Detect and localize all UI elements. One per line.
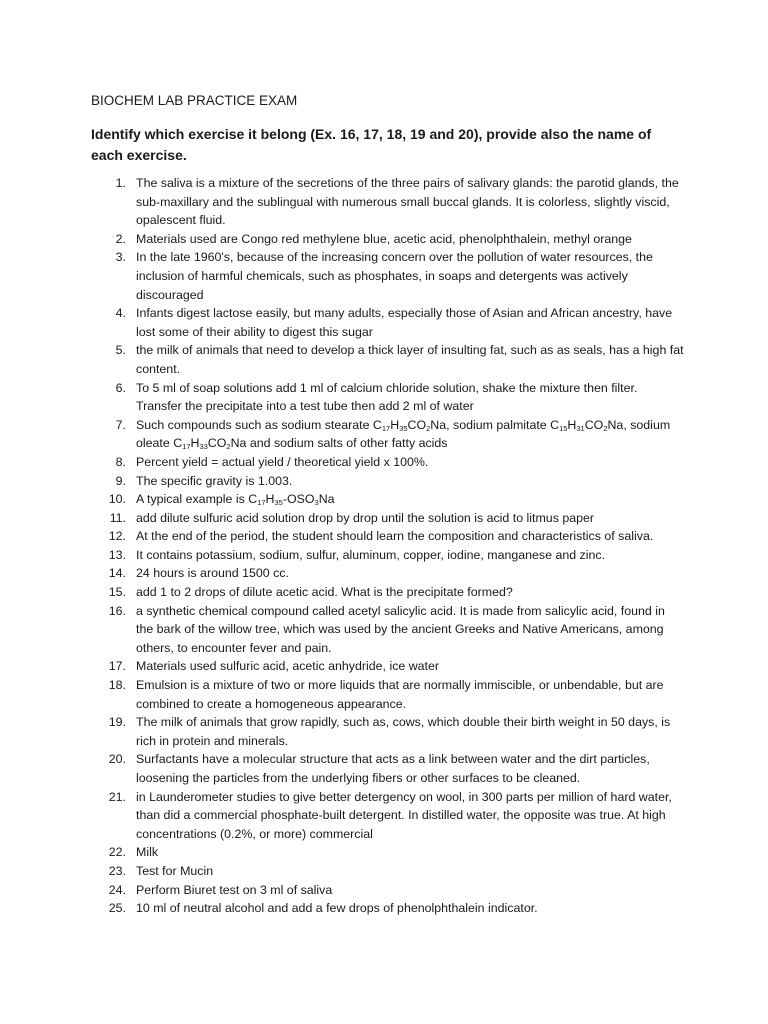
question-text: Materials used sulfuric acid, acetic anhydride, ice water (136, 659, 440, 674)
question-item (0, 583, 684, 602)
question-item (0, 899, 684, 918)
question-text: add dilute sulfuric acid solution drop by drop until the solution is acid to litmus paper (136, 510, 595, 525)
question-number: 17. (108, 659, 126, 674)
question-item (0, 676, 684, 713)
question-item (0, 657, 684, 676)
question-number: 20. (108, 752, 126, 767)
question-item (0, 862, 684, 881)
question-item (0, 472, 684, 491)
formula-subscript: 2 (226, 442, 231, 452)
text-segment: CO (584, 417, 604, 432)
text-segment: -OSO (282, 492, 315, 507)
question-item (0, 843, 684, 862)
question-text: add 1 to 2 drops of dilute acetic acid. What is the precipitate formed? (136, 585, 513, 600)
question-number: 3. (115, 250, 126, 265)
question-text: The specific gravity is 1.003. (136, 473, 293, 488)
question-text: The saliva is a mixture of the secretions of the three pairs of salivary glands: the parotid glands, the sub-maxillary and the sublingual with numerous small buccal glands. It is colorless, slightly viscid, opalescent fluid. (136, 176, 679, 228)
text-segment: Na and sodium salts of other fatty acids (230, 436, 448, 451)
question-item (0, 527, 684, 546)
text-segment: H (390, 417, 400, 432)
text-segment: Such compounds such as sodium stearate C (136, 417, 382, 432)
text-segment: A typical example is C (136, 492, 258, 507)
question-text: Surfactants have a molecular structure that acts as a link between water and the dirt particles, loosening the particles from the underlying fibers or other surfaces to be cleaned. (136, 752, 650, 785)
text-segment: CO (207, 436, 227, 451)
question-number: 25. (108, 901, 126, 916)
question-item (0, 602, 684, 658)
question-number: 11. (109, 510, 126, 525)
formula-subscript: 2 (426, 423, 431, 433)
question-item (0, 750, 684, 787)
question-number: 22. (108, 845, 126, 860)
formula-subscript: 33 (199, 442, 208, 452)
question-text: 10 ml of neutral alcohol and add a few drops of phenolphthalein indicator. (136, 901, 538, 916)
text-segment: H (567, 417, 577, 432)
question-text: 24 hours is around 1500 cc. (136, 566, 289, 581)
question-text: Materials used are Congo red methylene blue, acetic acid, phenolphthalein, methyl orange (136, 231, 632, 246)
formula-subscript: 17 (381, 423, 391, 433)
formula-subscript: 3 (314, 498, 319, 508)
question-number: 10. (108, 492, 126, 507)
question-item (0, 304, 684, 341)
question-number: 14. (108, 566, 126, 581)
text-segment: Na (318, 492, 335, 507)
question-number: 23. (108, 863, 126, 878)
text-segment: H (265, 492, 275, 507)
question-number: 24. (108, 882, 126, 897)
question-item (0, 379, 684, 416)
question-item (0, 564, 684, 583)
formula-subscript: 17 (257, 498, 266, 508)
question-number: 13. (108, 547, 126, 562)
formula-subscript: 31 (576, 423, 585, 433)
document-title: BIOCHEM LAB PRACTICE EXAM (91, 93, 298, 108)
question-number: 12. (108, 529, 126, 544)
question-list (0, 174, 768, 918)
formula-subscript: 17 (182, 442, 191, 452)
question-text: Perform Biuret test on 3 ml of saliva (136, 882, 333, 897)
question-number: 9. (115, 473, 126, 488)
question-text (136, 490, 684, 509)
question-item (0, 341, 684, 378)
question-item (0, 416, 684, 453)
question-number: 2. (115, 231, 126, 246)
question-item (0, 490, 684, 509)
question-text (136, 416, 684, 453)
question-text: To 5 ml of soap solutions add 1 ml of calcium chloride solution, shake the mixture then filter. Transfer the precipitate into a test tube then add 2 ml of water (136, 380, 638, 414)
question-number: 15. (108, 585, 126, 600)
question-item (0, 788, 684, 844)
question-number: 7. (115, 417, 126, 432)
question-number: 1. (115, 176, 126, 190)
text-segment: Na, sodium palmitate C (430, 417, 560, 432)
text-segment: Na, sodium oleate C (136, 417, 671, 451)
question-text: Percent yield = actual yield / theoretical yield x 100%. (136, 454, 429, 469)
formula-subscript: 2 (603, 423, 608, 433)
question-text: a synthetic chemical compound called acetyl salicylic acid. It is made from salicylic acid, found in the bark of the willow tree, which was used by the ancient Greeks and Native Americans, among others, to encounter fever and pain. (136, 603, 665, 655)
question-number: 8. (115, 454, 126, 469)
question-text: Emulsion is a mixture of two or more liquids that are normally immiscible, or unbendable, but are combined to create a homogeneous appearance. (136, 678, 664, 711)
question-number: 6. (115, 380, 126, 395)
question-text: At the end of the period, the student should learn the composition and characteristics of saliva. (136, 529, 654, 544)
formula-subscript: 35 (399, 423, 408, 433)
question-item (0, 509, 684, 528)
question-number: 21. (108, 789, 126, 804)
exam-instruction: Identify which exercise it belong (Ex. 16, 17, 18, 19 and 20), provide also the name of each exercise. (91, 126, 652, 163)
question-item (0, 174, 684, 230)
text-segment: H (190, 436, 200, 451)
question-item (0, 248, 684, 304)
formula-subscript: 35 (274, 498, 283, 508)
question-item (0, 453, 684, 472)
question-text: the milk of animals that need to develop a thick layer of insulting fat, such as as seals, has a high fat content. (136, 343, 684, 376)
question-item (0, 713, 684, 750)
question-text: Infants digest lactose easily, but many adults, especially those of Asian and African ancestry, have lost some of their ability to digest this sugar (136, 306, 673, 339)
question-text: Milk (136, 845, 159, 860)
question-text: It contains potassium, sodium, sulfur, aluminum, copper, iodine, manganese and zinc. (136, 547, 606, 562)
question-text: in Launderometer studies to give better detergency on wool, in 300 parts per million of hard water, than did a commercial phosphate-built detergent. In distilled water, the opposite was true. At high concentrations (0.2%, or more) commercial (136, 789, 672, 841)
question-item (0, 881, 684, 900)
question-item (0, 230, 684, 249)
question-item (0, 546, 684, 565)
question-text: The milk of animals that grow rapidly, such as, cows, which double their birth weight in 50 days, is rich in protein and minerals. (136, 715, 671, 748)
question-number: 19. (108, 715, 126, 730)
question-text: In the late 1960's, because of the increasing concern over the pollution of water resources, the inclusion of harmful chemicals, such as phosphates, in soaps and detergents was actively discouraged (136, 250, 653, 302)
question-number: 16. (108, 603, 126, 618)
text-segment: CO (407, 417, 427, 432)
question-text: Test for Mucin (136, 863, 214, 878)
question-number: 4. (115, 306, 126, 321)
question-number: 18. (108, 678, 126, 693)
formula-subscript: 15 (559, 423, 568, 433)
question-number: 5. (115, 343, 126, 358)
